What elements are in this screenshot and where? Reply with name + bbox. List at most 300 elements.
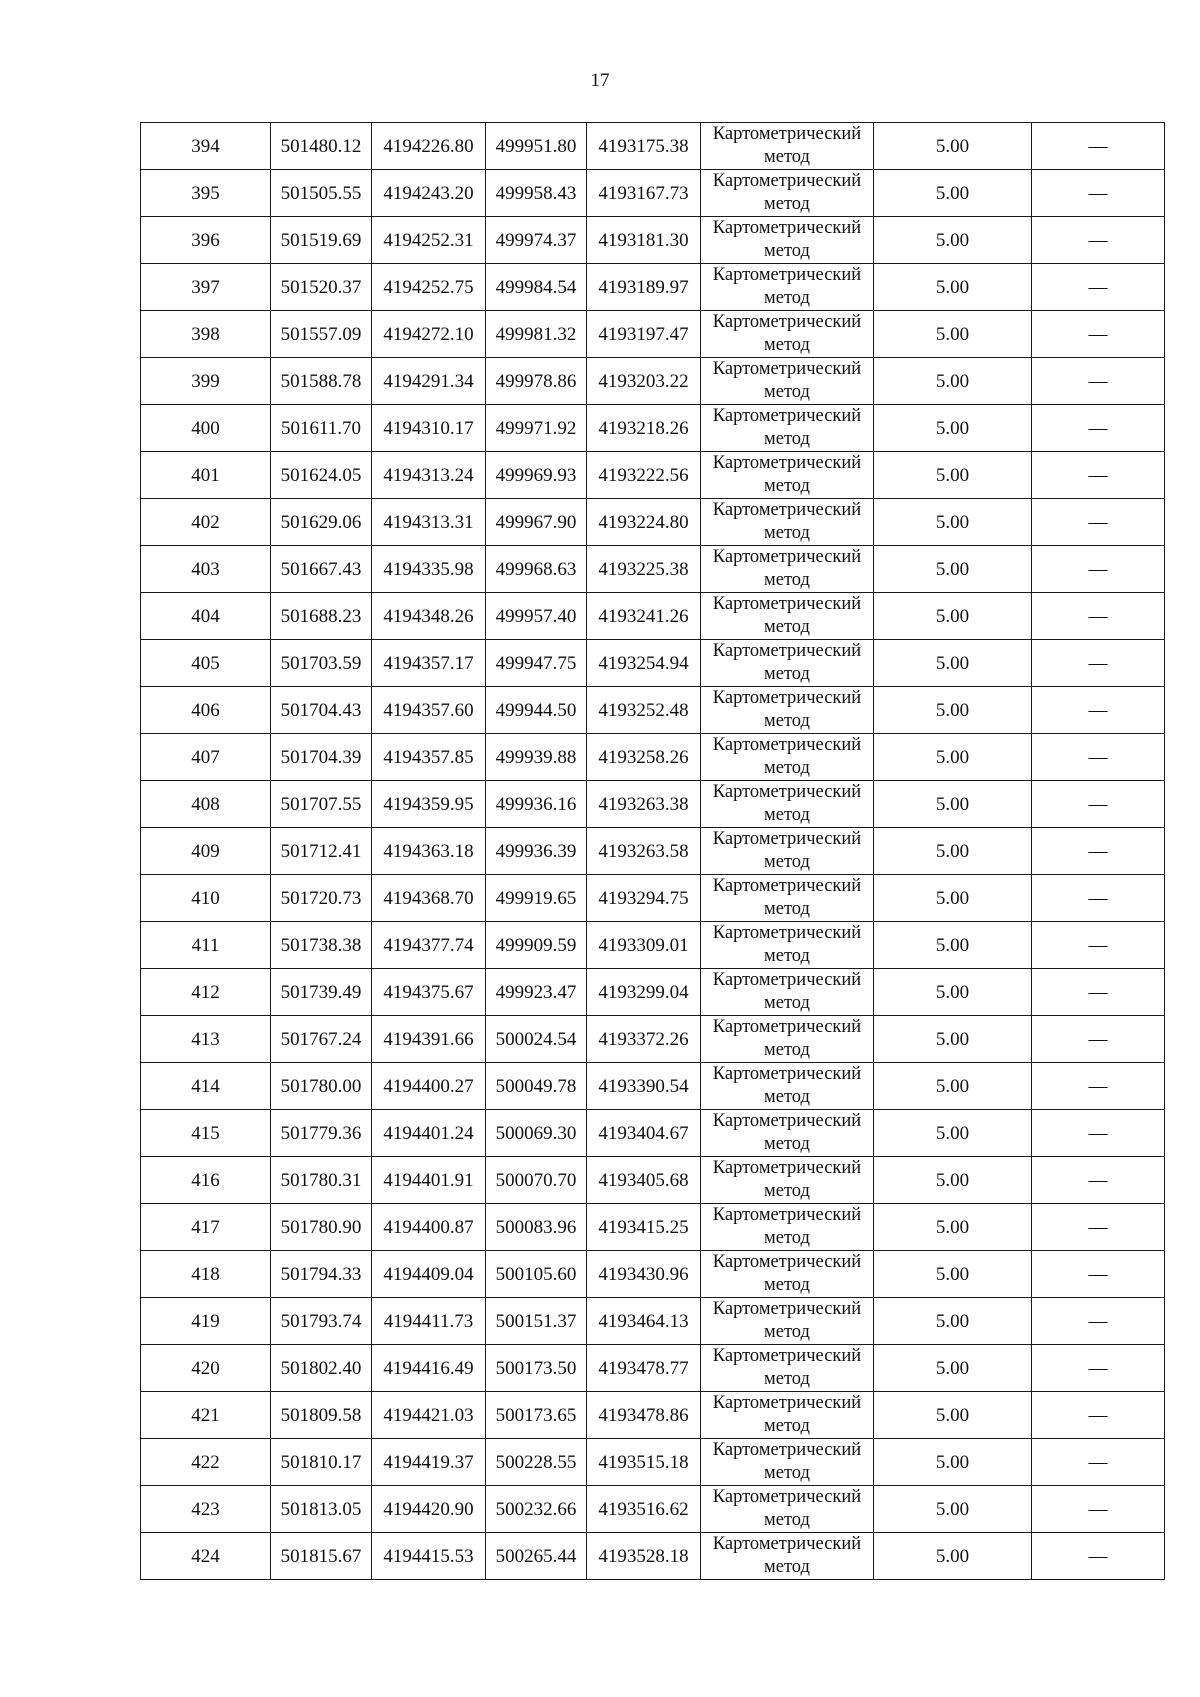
table-row xyxy=(141,1439,1165,1486)
y-coordinate-cell: 4194401.24 xyxy=(372,1110,486,1157)
x-coordinate-cell: 501712.41 xyxy=(271,828,372,875)
table-row xyxy=(141,311,1165,358)
table-row xyxy=(141,922,1165,969)
method-label-line2: метод xyxy=(764,241,810,261)
note-cell: — xyxy=(1032,1533,1165,1580)
accuracy-cell: 5.00 xyxy=(874,546,1032,593)
point-number-cell: 411 xyxy=(141,922,271,969)
y-coordinate-cell: 4194416.49 xyxy=(372,1345,486,1392)
method-label-line1: Картометрический xyxy=(712,970,862,990)
x-coordinate-2-cell: 499944.50 xyxy=(486,687,587,734)
table-row xyxy=(141,1063,1165,1110)
y-coordinate-2-cell: 4193175.38 xyxy=(587,123,701,170)
method-label-line2: метод xyxy=(764,1228,810,1248)
method-cell xyxy=(701,1533,874,1580)
x-coordinate-cell: 501611.70 xyxy=(271,405,372,452)
y-coordinate-cell: 4194252.75 xyxy=(372,264,486,311)
table-row xyxy=(141,1298,1165,1345)
note-cell: — xyxy=(1032,358,1165,405)
method-label-line1: Картометрический xyxy=(712,406,862,426)
note-cell: — xyxy=(1032,593,1165,640)
point-number-cell: 400 xyxy=(141,405,271,452)
point-number-cell: 416 xyxy=(141,1157,271,1204)
method-cell xyxy=(701,593,874,640)
x-coordinate-2-cell: 499939.88 xyxy=(486,734,587,781)
table-row xyxy=(141,217,1165,264)
method-label-line1: Картометрический xyxy=(712,312,862,332)
x-coordinate-2-cell: 500173.65 xyxy=(486,1392,587,1439)
table-row xyxy=(141,1204,1165,1251)
method-label-line2: метод xyxy=(764,758,810,778)
point-number-cell: 408 xyxy=(141,781,271,828)
method-label-line1: Картометрический xyxy=(712,735,862,755)
method-label-line1: Картометрический xyxy=(712,594,862,614)
method-label-line1: Картометрический xyxy=(712,1299,862,1319)
x-coordinate-2-cell: 499958.43 xyxy=(486,170,587,217)
y-coordinate-cell: 4194401.91 xyxy=(372,1157,486,1204)
y-coordinate-cell: 4194357.17 xyxy=(372,640,486,687)
method-label-line2: метод xyxy=(764,1557,810,1577)
point-number-cell: 401 xyxy=(141,452,271,499)
y-coordinate-2-cell: 4193430.96 xyxy=(587,1251,701,1298)
method-label-line2: метод xyxy=(764,1463,810,1483)
method-label-line1: Картометрический xyxy=(712,547,862,567)
y-coordinate-cell: 4194348.26 xyxy=(372,593,486,640)
note-cell: — xyxy=(1032,828,1165,875)
table-row xyxy=(141,1345,1165,1392)
y-coordinate-2-cell: 4193405.68 xyxy=(587,1157,701,1204)
x-coordinate-cell: 501739.49 xyxy=(271,969,372,1016)
y-coordinate-2-cell: 4193528.18 xyxy=(587,1533,701,1580)
point-number-cell: 394 xyxy=(141,123,271,170)
table-row xyxy=(141,546,1165,593)
y-coordinate-2-cell: 4193241.26 xyxy=(587,593,701,640)
x-coordinate-2-cell: 499947.75 xyxy=(486,640,587,687)
y-coordinate-2-cell: 4193181.30 xyxy=(587,217,701,264)
y-coordinate-cell: 4194226.80 xyxy=(372,123,486,170)
y-coordinate-cell: 4194400.27 xyxy=(372,1063,486,1110)
method-label-line2: метод xyxy=(764,476,810,496)
note-cell: — xyxy=(1032,687,1165,734)
accuracy-cell: 5.00 xyxy=(874,452,1032,499)
y-coordinate-2-cell: 4193254.94 xyxy=(587,640,701,687)
note-cell: — xyxy=(1032,1016,1165,1063)
point-number-cell: 414 xyxy=(141,1063,271,1110)
method-label-line1: Картометрический xyxy=(712,171,862,191)
x-coordinate-2-cell: 499981.32 xyxy=(486,311,587,358)
method-label-line2: метод xyxy=(764,147,810,167)
x-coordinate-cell: 501629.06 xyxy=(271,499,372,546)
x-coordinate-cell: 501779.36 xyxy=(271,1110,372,1157)
point-number-cell: 409 xyxy=(141,828,271,875)
method-label-line1: Картометрический xyxy=(712,688,862,708)
method-label-line1: Картометрический xyxy=(712,1064,862,1084)
note-cell: — xyxy=(1032,499,1165,546)
method-label-line2: метод xyxy=(764,1040,810,1060)
method-cell xyxy=(701,405,874,452)
method-cell xyxy=(701,264,874,311)
x-coordinate-cell: 501793.74 xyxy=(271,1298,372,1345)
note-cell: — xyxy=(1032,1157,1165,1204)
x-coordinate-cell: 501704.43 xyxy=(271,687,372,734)
table-row xyxy=(141,499,1165,546)
method-cell xyxy=(701,1063,874,1110)
method-label-line1: Картометрический xyxy=(712,453,862,473)
x-coordinate-cell: 501813.05 xyxy=(271,1486,372,1533)
method-label-line2: метод xyxy=(764,1369,810,1389)
accuracy-cell: 5.00 xyxy=(874,1345,1032,1392)
y-coordinate-cell: 4194363.18 xyxy=(372,828,486,875)
y-coordinate-2-cell: 4193218.26 xyxy=(587,405,701,452)
coordinates-table xyxy=(140,122,1165,1580)
y-coordinate-cell: 4194377.74 xyxy=(372,922,486,969)
y-coordinate-2-cell: 4193309.01 xyxy=(587,922,701,969)
method-cell xyxy=(701,1345,874,1392)
method-cell xyxy=(701,1016,874,1063)
method-label-line2: метод xyxy=(764,1134,810,1154)
point-number-cell: 405 xyxy=(141,640,271,687)
method-cell xyxy=(701,734,874,781)
point-number-cell: 415 xyxy=(141,1110,271,1157)
note-cell: — xyxy=(1032,1063,1165,1110)
method-cell xyxy=(701,1439,874,1486)
method-label-line1: Картометрический xyxy=(712,218,862,238)
y-coordinate-2-cell: 4193222.56 xyxy=(587,452,701,499)
table-row xyxy=(141,969,1165,1016)
accuracy-cell: 5.00 xyxy=(874,1110,1032,1157)
accuracy-cell: 5.00 xyxy=(874,170,1032,217)
accuracy-cell: 5.00 xyxy=(874,734,1032,781)
x-coordinate-2-cell: 500083.96 xyxy=(486,1204,587,1251)
point-number-cell: 418 xyxy=(141,1251,271,1298)
method-cell xyxy=(701,1392,874,1439)
x-coordinate-2-cell: 500265.44 xyxy=(486,1533,587,1580)
note-cell: — xyxy=(1032,875,1165,922)
accuracy-cell: 5.00 xyxy=(874,1298,1032,1345)
table-row xyxy=(141,640,1165,687)
x-coordinate-2-cell: 500232.66 xyxy=(486,1486,587,1533)
method-cell xyxy=(701,922,874,969)
y-coordinate-cell: 4194357.85 xyxy=(372,734,486,781)
table-row xyxy=(141,452,1165,499)
y-coordinate-2-cell: 4193404.67 xyxy=(587,1110,701,1157)
point-number-cell: 419 xyxy=(141,1298,271,1345)
method-label-line1: Картометрический xyxy=(712,359,862,379)
accuracy-cell: 5.00 xyxy=(874,311,1032,358)
method-label-line1: Картометрический xyxy=(712,1017,862,1037)
table-row xyxy=(141,405,1165,452)
y-coordinate-2-cell: 4193258.26 xyxy=(587,734,701,781)
method-label-line1: Картометрический xyxy=(712,782,862,802)
accuracy-cell: 5.00 xyxy=(874,1486,1032,1533)
method-label-line2: метод xyxy=(764,993,810,1013)
method-label-line2: метод xyxy=(764,382,810,402)
note-cell: — xyxy=(1032,1486,1165,1533)
method-cell xyxy=(701,828,874,875)
y-coordinate-2-cell: 4193478.86 xyxy=(587,1392,701,1439)
y-coordinate-cell: 4194409.04 xyxy=(372,1251,486,1298)
method-label-line2: метод xyxy=(764,523,810,543)
point-number-cell: 403 xyxy=(141,546,271,593)
note-cell: — xyxy=(1032,264,1165,311)
point-number-cell: 423 xyxy=(141,1486,271,1533)
x-coordinate-2-cell: 499971.92 xyxy=(486,405,587,452)
note-cell: — xyxy=(1032,217,1165,264)
y-coordinate-cell: 4194411.73 xyxy=(372,1298,486,1345)
x-coordinate-2-cell: 499974.37 xyxy=(486,217,587,264)
method-label-line2: метод xyxy=(764,288,810,308)
x-coordinate-2-cell: 500070.70 xyxy=(486,1157,587,1204)
point-number-cell: 404 xyxy=(141,593,271,640)
x-coordinate-2-cell: 500105.60 xyxy=(486,1251,587,1298)
method-cell xyxy=(701,1110,874,1157)
accuracy-cell: 5.00 xyxy=(874,781,1032,828)
x-coordinate-2-cell: 500024.54 xyxy=(486,1016,587,1063)
point-number-cell: 407 xyxy=(141,734,271,781)
x-coordinate-cell: 501707.55 xyxy=(271,781,372,828)
method-label-line2: метод xyxy=(764,946,810,966)
method-label-line1: Картометрический xyxy=(712,923,862,943)
y-coordinate-2-cell: 4193203.22 xyxy=(587,358,701,405)
table-row xyxy=(141,1110,1165,1157)
y-coordinate-2-cell: 4193189.97 xyxy=(587,264,701,311)
method-cell xyxy=(701,875,874,922)
method-cell xyxy=(701,1204,874,1251)
y-coordinate-cell: 4194391.66 xyxy=(372,1016,486,1063)
table-row xyxy=(141,781,1165,828)
method-label-line1: Картометрический xyxy=(712,1440,862,1460)
y-coordinate-cell: 4194415.53 xyxy=(372,1533,486,1580)
note-cell: — xyxy=(1032,922,1165,969)
x-coordinate-2-cell: 500173.50 xyxy=(486,1345,587,1392)
x-coordinate-cell: 501703.59 xyxy=(271,640,372,687)
table-row xyxy=(141,828,1165,875)
method-label-line1: Картометрический xyxy=(712,1158,862,1178)
method-label-line1: Картометрический xyxy=(712,876,862,896)
y-coordinate-2-cell: 4193415.25 xyxy=(587,1204,701,1251)
x-coordinate-cell: 501780.90 xyxy=(271,1204,372,1251)
x-coordinate-2-cell: 500049.78 xyxy=(486,1063,587,1110)
note-cell: — xyxy=(1032,1345,1165,1392)
note-cell: — xyxy=(1032,1298,1165,1345)
x-coordinate-2-cell: 499909.59 xyxy=(486,922,587,969)
x-coordinate-cell: 501720.73 xyxy=(271,875,372,922)
x-coordinate-cell: 501810.17 xyxy=(271,1439,372,1486)
accuracy-cell: 5.00 xyxy=(874,1016,1032,1063)
method-cell xyxy=(701,499,874,546)
accuracy-cell: 5.00 xyxy=(874,593,1032,640)
table-row xyxy=(141,358,1165,405)
point-number-cell: 420 xyxy=(141,1345,271,1392)
table-row xyxy=(141,593,1165,640)
method-label-line2: метод xyxy=(764,1181,810,1201)
method-cell xyxy=(701,217,874,264)
y-coordinate-cell: 4194313.24 xyxy=(372,452,486,499)
note-cell: — xyxy=(1032,311,1165,358)
method-label-line2: метод xyxy=(764,1322,810,1342)
table-row xyxy=(141,1016,1165,1063)
accuracy-cell: 5.00 xyxy=(874,875,1032,922)
y-coordinate-cell: 4194375.67 xyxy=(372,969,486,1016)
accuracy-cell: 5.00 xyxy=(874,640,1032,687)
y-coordinate-2-cell: 4193515.18 xyxy=(587,1439,701,1486)
y-coordinate-2-cell: 4193390.54 xyxy=(587,1063,701,1110)
method-cell xyxy=(701,170,874,217)
table-row xyxy=(141,734,1165,781)
x-coordinate-cell: 501480.12 xyxy=(271,123,372,170)
table-body xyxy=(141,123,1165,1580)
method-label-line2: метод xyxy=(764,617,810,637)
x-coordinate-cell: 501624.05 xyxy=(271,452,372,499)
method-cell xyxy=(701,687,874,734)
y-coordinate-cell: 4194291.34 xyxy=(372,358,486,405)
x-coordinate-2-cell: 499936.16 xyxy=(486,781,587,828)
point-number-cell: 421 xyxy=(141,1392,271,1439)
accuracy-cell: 5.00 xyxy=(874,264,1032,311)
method-label-line1: Картометрический xyxy=(712,265,862,285)
y-coordinate-2-cell: 4193294.75 xyxy=(587,875,701,922)
x-coordinate-2-cell: 500069.30 xyxy=(486,1110,587,1157)
method-label-line2: метод xyxy=(764,711,810,731)
y-coordinate-2-cell: 4193167.73 xyxy=(587,170,701,217)
method-label-line2: метод xyxy=(764,899,810,919)
accuracy-cell: 5.00 xyxy=(874,1439,1032,1486)
point-number-cell: 395 xyxy=(141,170,271,217)
method-label-line1: Картометрический xyxy=(712,1252,862,1272)
method-label-line2: метод xyxy=(764,1416,810,1436)
accuracy-cell: 5.00 xyxy=(874,1063,1032,1110)
accuracy-cell: 5.00 xyxy=(874,922,1032,969)
point-number-cell: 406 xyxy=(141,687,271,734)
note-cell: — xyxy=(1032,452,1165,499)
point-number-cell: 398 xyxy=(141,311,271,358)
x-coordinate-2-cell: 499951.80 xyxy=(486,123,587,170)
table-row xyxy=(141,170,1165,217)
note-cell: — xyxy=(1032,969,1165,1016)
method-label-line2: метод xyxy=(764,852,810,872)
note-cell: — xyxy=(1032,1392,1165,1439)
accuracy-cell: 5.00 xyxy=(874,217,1032,264)
y-coordinate-cell: 4194357.60 xyxy=(372,687,486,734)
accuracy-cell: 5.00 xyxy=(874,1204,1032,1251)
point-number-cell: 424 xyxy=(141,1533,271,1580)
note-cell: — xyxy=(1032,1110,1165,1157)
method-label-line2: метод xyxy=(764,664,810,684)
y-coordinate-cell: 4194272.10 xyxy=(372,311,486,358)
y-coordinate-2-cell: 4193464.13 xyxy=(587,1298,701,1345)
point-number-cell: 399 xyxy=(141,358,271,405)
method-cell xyxy=(701,781,874,828)
x-coordinate-2-cell: 499919.65 xyxy=(486,875,587,922)
accuracy-cell: 5.00 xyxy=(874,1251,1032,1298)
point-number-cell: 412 xyxy=(141,969,271,1016)
x-coordinate-2-cell: 499969.93 xyxy=(486,452,587,499)
point-number-cell: 397 xyxy=(141,264,271,311)
method-cell xyxy=(701,1251,874,1298)
y-coordinate-2-cell: 4193299.04 xyxy=(587,969,701,1016)
method-cell xyxy=(701,452,874,499)
note-cell: — xyxy=(1032,734,1165,781)
y-coordinate-cell: 4194313.31 xyxy=(372,499,486,546)
x-coordinate-cell: 501780.00 xyxy=(271,1063,372,1110)
x-coordinate-cell: 501815.67 xyxy=(271,1533,372,1580)
method-cell xyxy=(701,640,874,687)
method-cell xyxy=(701,1298,874,1345)
point-number-cell: 417 xyxy=(141,1204,271,1251)
page-number: 17 xyxy=(590,70,610,91)
table-row xyxy=(141,875,1165,922)
y-coordinate-cell: 4194243.20 xyxy=(372,170,486,217)
accuracy-cell: 5.00 xyxy=(874,969,1032,1016)
note-cell: — xyxy=(1032,546,1165,593)
y-coordinate-2-cell: 4193478.77 xyxy=(587,1345,701,1392)
y-coordinate-2-cell: 4193252.48 xyxy=(587,687,701,734)
accuracy-cell: 5.00 xyxy=(874,1157,1032,1204)
method-label-line2: метод xyxy=(764,805,810,825)
method-label-line2: метод xyxy=(764,1275,810,1295)
y-coordinate-cell: 4194252.31 xyxy=(372,217,486,264)
table-row xyxy=(141,687,1165,734)
method-label-line1: Картометрический xyxy=(712,829,862,849)
method-label-line1: Картометрический xyxy=(712,1111,862,1131)
point-number-cell: 402 xyxy=(141,499,271,546)
method-cell xyxy=(701,969,874,1016)
y-coordinate-cell: 4194420.90 xyxy=(372,1486,486,1533)
x-coordinate-cell: 501520.37 xyxy=(271,264,372,311)
x-coordinate-cell: 501809.58 xyxy=(271,1392,372,1439)
y-coordinate-cell: 4194400.87 xyxy=(372,1204,486,1251)
x-coordinate-2-cell: 499968.63 xyxy=(486,546,587,593)
note-cell: — xyxy=(1032,1204,1165,1251)
accuracy-cell: 5.00 xyxy=(874,358,1032,405)
accuracy-cell: 5.00 xyxy=(874,828,1032,875)
y-coordinate-2-cell: 4193197.47 xyxy=(587,311,701,358)
x-coordinate-cell: 501704.39 xyxy=(271,734,372,781)
method-label-line1: Картометрический xyxy=(712,124,862,144)
y-coordinate-2-cell: 4193224.80 xyxy=(587,499,701,546)
note-cell: — xyxy=(1032,170,1165,217)
x-coordinate-cell: 501688.23 xyxy=(271,593,372,640)
accuracy-cell: 5.00 xyxy=(874,123,1032,170)
method-label-line1: Картометрический xyxy=(712,1393,862,1413)
method-label-line1: Картометрический xyxy=(712,500,862,520)
x-coordinate-cell: 501557.09 xyxy=(271,311,372,358)
method-label-line1: Картометрический xyxy=(712,1534,862,1554)
x-coordinate-2-cell: 499984.54 xyxy=(486,264,587,311)
x-coordinate-cell: 501780.31 xyxy=(271,1157,372,1204)
x-coordinate-cell: 501738.38 xyxy=(271,922,372,969)
method-label-line1: Картометрический xyxy=(712,1346,862,1366)
method-label-line2: метод xyxy=(764,429,810,449)
accuracy-cell: 5.00 xyxy=(874,687,1032,734)
method-label-line2: метод xyxy=(764,1510,810,1530)
x-coordinate-2-cell: 499967.90 xyxy=(486,499,587,546)
method-cell xyxy=(701,1157,874,1204)
y-coordinate-2-cell: 4193516.62 xyxy=(587,1486,701,1533)
x-coordinate-cell: 501794.33 xyxy=(271,1251,372,1298)
x-coordinate-2-cell: 500151.37 xyxy=(486,1298,587,1345)
method-label-line1: Картометрический xyxy=(712,641,862,661)
accuracy-cell: 5.00 xyxy=(874,405,1032,452)
method-label-line2: метод xyxy=(764,570,810,590)
note-cell: — xyxy=(1032,123,1165,170)
y-coordinate-2-cell: 4193263.58 xyxy=(587,828,701,875)
y-coordinate-cell: 4194359.95 xyxy=(372,781,486,828)
table-row xyxy=(141,264,1165,311)
point-number-cell: 396 xyxy=(141,217,271,264)
x-coordinate-cell: 501505.55 xyxy=(271,170,372,217)
point-number-cell: 422 xyxy=(141,1439,271,1486)
